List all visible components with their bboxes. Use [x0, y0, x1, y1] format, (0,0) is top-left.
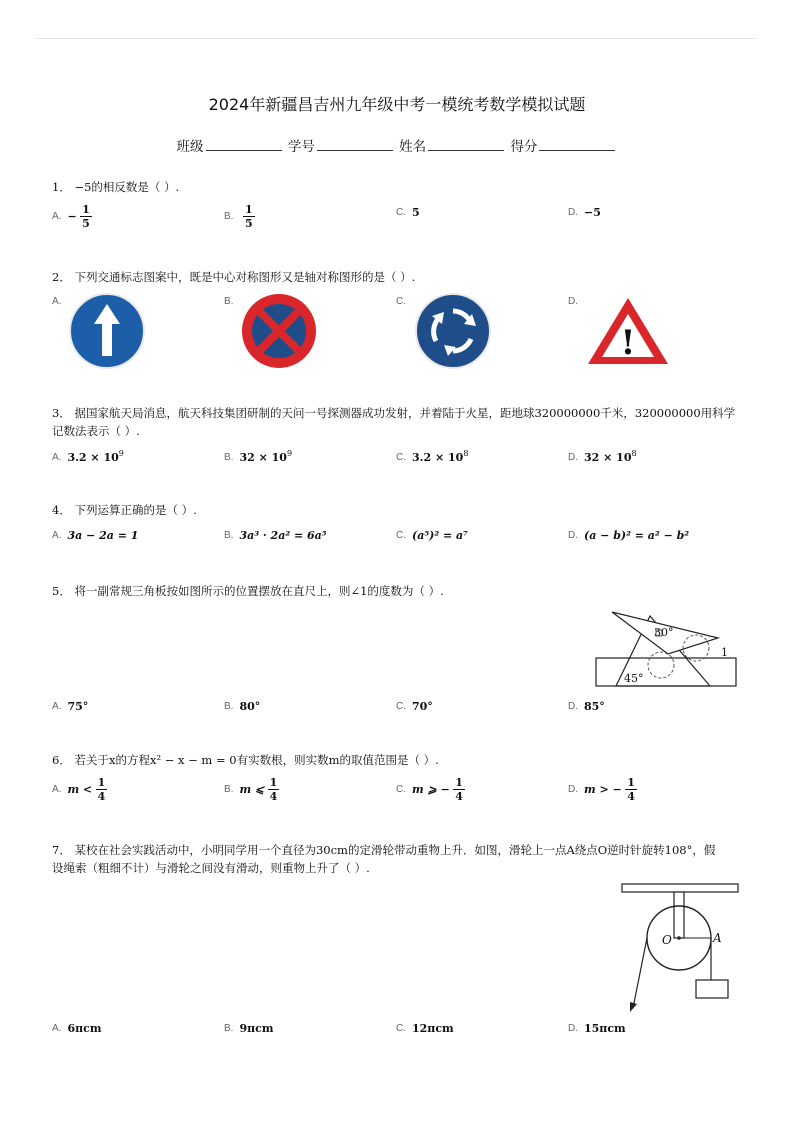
q1-option-a[interactable]: A. − $\frac{1}{5}$: [52, 203, 90, 230]
question-4-stem: 4． 下列运算正确的是（ ）.: [52, 503, 197, 517]
q4-option-c[interactable]: C. (a⁵)² = a⁷: [396, 528, 468, 542]
question-2-stem: 2． 下列交通标志图案中，既是中心对称图形又是轴对称图形的是（ ）.: [52, 270, 416, 284]
pulley-mount: [674, 892, 684, 938]
q3-option-d[interactable]: D. $32 \times 10^8$: [568, 449, 637, 465]
question-1-stem: 1． −5的相反数是（ ）.: [52, 180, 180, 194]
q5-option-b[interactable]: B. 80°: [224, 699, 261, 713]
q7-option-d[interactable]: D. 15πcm: [568, 1021, 626, 1035]
q6-option-d[interactable]: D. m > − $\frac{1}{4}$: [568, 776, 635, 803]
arrow-down-icon: [630, 1002, 637, 1012]
question-7-stem-line2: 设绳索（粗细不计）与滑轮之间没有滑动，则重物上升了（ ）.: [52, 861, 370, 875]
question-6-stem: 6． 若关于x的方程x² − x − m = 0有实数根，则实数m的取值范围是（ ）.: [52, 753, 439, 767]
q3-option-a[interactable]: A. $3.2 \times 10^9$: [52, 449, 124, 465]
q4-option-a[interactable]: A. 3a − 2a = 1: [52, 528, 139, 542]
q3-option-b[interactable]: B. $32 \times 10^9$: [224, 449, 293, 465]
sign-roundabout: [414, 292, 492, 370]
page-title: 2024年新疆昌吉州九年级中考一模统考数学模拟试题: [208, 95, 586, 114]
q6-option-c[interactable]: C. m ⩾ − $\frac{1}{4}$: [396, 776, 463, 803]
q1-a-fraction: $\frac{1}{5}$: [82, 203, 90, 230]
score-label: 得分: [510, 139, 538, 155]
number-label: 学号: [287, 139, 315, 155]
question-3-stem-line1: 3． 据国家航天局消息，航天科技集团研制的天问一号探测器成功发射，并着陆于火星，距地球320000000千米，320000000用科学: [52, 406, 736, 420]
q6-option-b[interactable]: B. m ⩽ $\frac{1}{4}$: [224, 776, 278, 803]
name-blank[interactable]: [428, 138, 504, 151]
q5-option-c[interactable]: C. 70°: [396, 699, 433, 713]
ceiling-beam: [622, 884, 738, 892]
q1-option-b[interactable]: B. $\frac{1}{5}$: [224, 203, 253, 230]
q1-option-d[interactable]: D. −5: [568, 205, 601, 219]
weight-block: [696, 980, 728, 998]
ruler-shape: [596, 658, 736, 686]
question-7-stem-line1: 7． 某校在社会实践活动中，小明同学用一个直径为30cm的定滑轮带动重物上升．如图，滑轮上一点A绕点O逆时针旋转108°，假: [52, 843, 716, 857]
score-blank[interactable]: [539, 138, 615, 151]
q7-option-a[interactable]: A. 6πcm: [52, 1021, 102, 1035]
sign-warning: [584, 294, 672, 368]
sign-no-stopping: [240, 292, 318, 370]
class-blank[interactable]: [206, 138, 282, 151]
label-angle-1: 1: [721, 646, 728, 659]
label-45-degrees: 45°: [624, 672, 644, 685]
label-point-o: O: [662, 933, 672, 947]
question-3-stem-line2: 记数法表示（ ）.: [52, 424, 140, 438]
q2-option-b[interactable]: B.: [224, 295, 234, 307]
q5-triangle-ruler-figure: [590, 608, 740, 690]
q1-option-c[interactable]: C. 5: [396, 205, 420, 219]
q5-option-a[interactable]: A. 75°: [52, 699, 89, 713]
class-label: 班级: [176, 139, 204, 155]
q2-option-a[interactable]: A.: [52, 295, 62, 307]
label-point-a: A: [713, 931, 722, 945]
q4-option-d[interactable]: D. (a − b)² = a² − b²: [568, 528, 690, 542]
q4-option-b[interactable]: B. 3a³ · 2a² = 6a⁵: [224, 528, 327, 542]
q7-option-c[interactable]: C. 12πcm: [396, 1021, 454, 1035]
q3-option-c[interactable]: C. $3.2 \times 10^8$: [396, 449, 469, 465]
student-info-line: [0, 135, 794, 155]
header-divider: [36, 38, 756, 39]
q6-option-a[interactable]: A. m < $\frac{1}{4}$: [52, 776, 106, 803]
q2-option-d[interactable]: D.: [568, 295, 578, 307]
name-label: 姓名: [399, 139, 427, 155]
q1-b-fraction: $\frac{1}{5}$: [244, 203, 253, 230]
question-5-stem: 5． 将一副常规三角板按如图所示的位置摆放在直尺上，则∠1的度数为（ ）.: [52, 584, 444, 598]
number-blank[interactable]: [317, 138, 393, 151]
sign-straight-ahead: [68, 292, 146, 370]
q7-pulley-figure: [616, 880, 742, 1016]
q2-option-c[interactable]: C.: [396, 295, 406, 307]
q7-option-b[interactable]: B. 9πcm: [224, 1021, 274, 1035]
label-30-degrees: 30°: [654, 626, 674, 639]
q5-option-d[interactable]: D. 85°: [568, 699, 605, 713]
exclamation-icon: !: [620, 323, 636, 363]
